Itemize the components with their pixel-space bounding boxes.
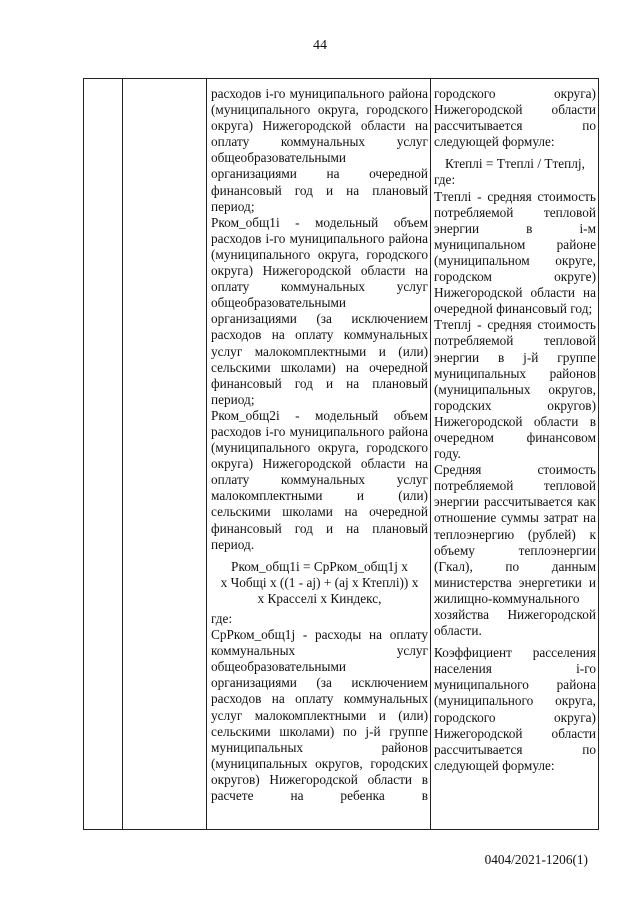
paragraph-ttepl-i: Ттеплi - средняя стоимость потребляемой тепловой энергии в i-м муниципальном районе (муниципальном округе, городском округе) Нижегородской области на очередной финансовый год; bbox=[434, 188, 596, 317]
paragraph-srrkom-obsh1: СрРком_общ1j - расходы на оплату коммунальных услуг общеобразовательными организациями (за исключением расходов на оплату коммунальных услуг малокомплектными и (или) сельскими школами) по j-й группе муниципальных районов (муниципальных округов, городских округов) Нижегородской области в расчете на ребенка в bbox=[211, 627, 428, 804]
formula-ktepl: Ктеплi = Ттеплi / Ттеплj, bbox=[445, 156, 585, 172]
document-code: 0404/2021-1206(1) bbox=[484, 852, 588, 867]
formula-line-3: x Красселi x Киндекс, bbox=[257, 590, 382, 606]
paragraph-expenses-continuation: расходов i-го муниципального района (муниципального округа, городского округа) Нижегородской области на оплату коммунальных услуг общеобразовательными организациями на очередной финансовый год и на плановый период; bbox=[211, 86, 428, 214]
paragraph-formula-intro: городского округа) Нижегородской области рассчитывается по следующей формуле: bbox=[434, 86, 596, 150]
table-column-divider-3 bbox=[430, 79, 431, 829]
table-column-divider-1 bbox=[122, 79, 123, 829]
paragraph-rkom-obsh2: Рком_общ2i - модельный объем расходов i-го муниципального района (муниципального округа, городского округа) Нижегородской области на оплату коммунальных услуг малокомплектными и (или) сельскими школами на очередной финансовый год и на плановый период. bbox=[211, 407, 428, 552]
table-cell-middle bbox=[211, 86, 428, 804]
where-label-right: где: bbox=[434, 172, 456, 188]
paragraph-settlement-coefficient: Коэффициент расселения населения i-го муниципального района (муниципального округа, городского округа) Нижегородской области рассчитывается по следующей формуле: bbox=[434, 645, 596, 773]
formula-line-2: x Чобщi x ((1 - aj) + (aj x Ктеплi)) x bbox=[220, 574, 419, 590]
paragraph-ttepl-j: Ттеплj - средняя стоимость потребляемой тепловой энергии в j-й группе муниципальных районов (муниципальных округов, городских округов) Нижегородской области в очередном финансовом году. bbox=[434, 317, 596, 462]
paragraph-rkom-obsh1: Рком_общ1i - модельный объем расходов i-го муниципального района (муниципального округа, городского округа) Нижегородской области на оплату коммунальных услуг общеобразовательными организациями (за исключением расходов на оплату коммунальных услуг малокомплектными и (или) сельскими школами) на очередной финансовый год и на плановый период; bbox=[211, 214, 428, 407]
table-cell-right bbox=[434, 86, 596, 774]
formula-line-1: Рком_общ1i = СрРком_общ1j x bbox=[231, 558, 408, 574]
table-column-divider-2 bbox=[206, 79, 207, 829]
page-number: 44 bbox=[313, 38, 327, 53]
paragraph-average-cost: Средняя стоимость потребляемой тепловой энергии рассчитывается как отношение суммы затрат на теплоэнергию (рублей) к объему теплоэнергии (Гкал), по данным министерства энергетики и жилищно-коммунального хозяйства Нижегородской области. bbox=[434, 462, 596, 639]
document-table bbox=[83, 78, 599, 830]
where-label: где: bbox=[211, 611, 233, 626]
